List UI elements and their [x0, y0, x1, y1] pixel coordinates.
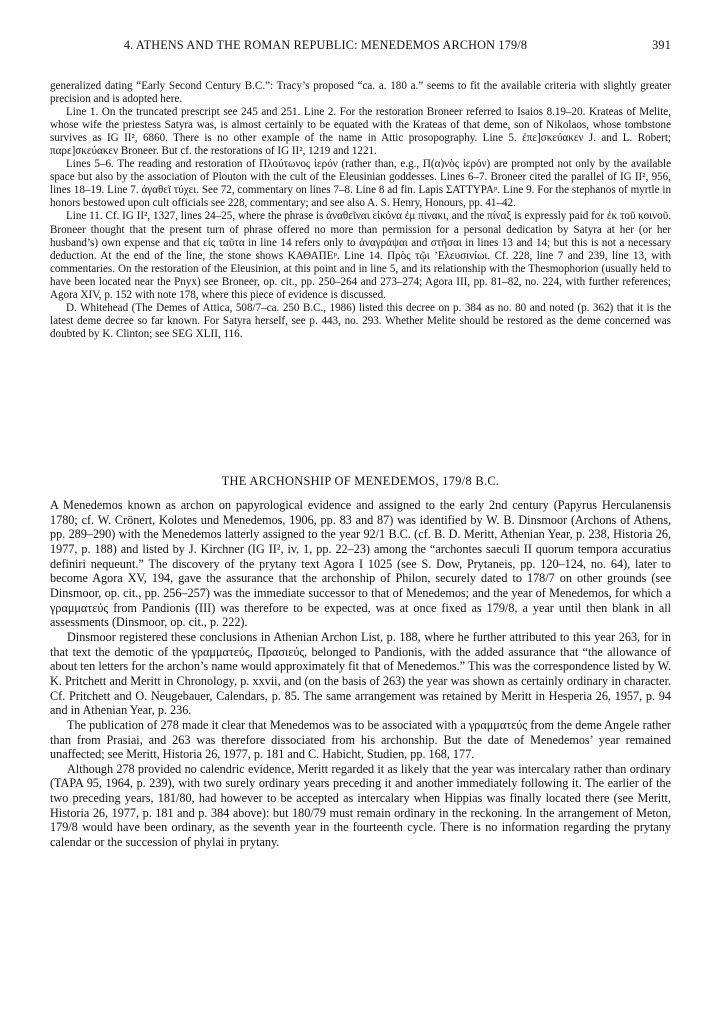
body-paragraph: Although 278 provided no calendric evidence, Meritt regarded it as likely that the year was intercalary rather than ordinary (TAPA 95, 1964, p. 239), with two surely ordinary years preceding it and another immediately following it. The earlier of the two preceding years, 181/80, had however to be accepted as intercalary when Hippias was finally located there (see Meritt, Historia 26, 1977, p. 181 and p. 384 above): but 180/79 must remain ordinary in the reckoning. In the arrangement of Meton, 179/8 would have been ordinary, as the seventh year in the fourteenth cycle. There is no information regarding the prytany calendar or the succession of phylai in prytany. — [50, 761, 671, 850]
note-paragraph: Line 11. Cf. IG II², 1327, lines 24–25, where the phrase is ἀναθεῖναι εἰκόνα ἐμ πίνακι, and the πίναξ is expressly paid for ἐκ τοῦ κοινοῦ. Broneer thought that the present turn of phrase offered no more than permission for a personal dedication by Satyra at her (or her husband’s) own expense and that εἰς ταῦτα in line 14 refers only to ἀναγράψαι and στῆσαι in lines 13 and 14; but this is not a necessary deduction. At the end of the line, the stone shows ΚΑΘΑΠΕᵖ. Line 14. Πρὸς τῷι ’Ελευσινίωι. Cf. 228, line 7 and 239, line 13, with commentaries. On the restoration of the Eleusinion, at this point and in line 5, and its relationship with the Thesmophorion (usually held to have been located near the Pnyx) see Broneer, op. cit., pp. 250–264 and 273–274; Agora III, pp. 81–82, no. 224, with further references; Agora XIV, p. 152 with note 178, where this piece of evidence is discussed. — [50, 210, 671, 301]
body-paragraph: Dinsmoor registered these conclusions in Athenian Archon List, p. 188, where he further attributed to this year 263, for in that text the demotic of the γραμματεύς, Πρασιεύς, belonged to Pandionis, with the added assurance that “the allowance of about ten letters for the archon’s name would approximately fit that of Menedemos.” This was the correspondence listed by W. K. Pritchett and Meritt in Chronology, p. xxvii, and (on the basis of 263) the year was shown as certainly ordinary in character. Cf. Pritchett and O. Neugebauer, Calendars, p. 85. The same arrangement was retained by Meritt in Hesperia 26, 1957, p. 94 and in Athenian Year, p. 236. — [50, 629, 671, 718]
section-title: THE ARCHONSHIP OF MENEDEMOS, 179/8 B.C. — [221, 474, 500, 488]
note-paragraph: generalized dating “Early Second Century B.C.”: Tracy’s proposed “ca. a. 180 a.” seems to fit the available criteria with slightly greater precision and is adopted here. — [50, 80, 671, 106]
body-paragraph: The publication of 278 made it clear that Menedemos was to be associated with a γραμματεύς from the deme Angele rather than from Prasiai, and 263 was therefore dissociated from his archonship. But the date of Menedemos’ year remained unaffected; see Meritt, Historia 26, 1977, p. 181 and C. Habicht, Studien, pp. 168, 177. — [50, 717, 671, 762]
section-body — [50, 498, 671, 850]
note-paragraph: D. Whitehead (The Demes of Attica, 508/7–ca. 250 B.C., 1986) listed this decree on p. 384 as no. 80 and noted (p. 362) that it is the latest deme decree so far known. For Satyra herself, see p. 443, no. 293. Whether Melite should be restored as the deme concerned was doubted by K. Clinton; see SEG XLII, 116. — [50, 301, 671, 340]
note-paragraph: Line 1. On the truncated prescript see 245 and 251. Line 2. For the restoration Broneer referred to Isaios 8.19–20. Krateas of Melite, whose wife the priestess Satyra was, is almost certainly to be equated with the Krateas of that deme, son of Nikolaos, whose tombstone survives as IG II², 6860. There is no other example of the name in Attic prosopography. Line 5. ἐπε]σκεύακεν J. and L. Robert; παρε]σκεύακεν Broneer. But cf. the restorations of IG II², 1219 and 1221. — [50, 106, 671, 158]
page-number: 391 — [652, 38, 671, 52]
commentary-notes — [50, 80, 671, 341]
note-paragraph: Lines 5–6. The reading and restoration of Πλούτωνος ἱερόν (rather than, e.g., Π(α)νὸς ἱερόν) are prompted not only by the available space but also by the association of Plouton with the cult of the Eleusinian goddesses. Lines 6–7. Broneer cited the parallel of IG II², 956, lines 18–19. Line 7. ἀγαθεῖ τύχει. See 72, commentary on lines 7–8. Line 8 ad fin. Lapis ΣΑΤΤΥΡΑᵖ. Line 9. For the stephanos of myrtle in honors bestowed upon cult officials see 228, commentary; and see also A. S. Henry, Honours, pp. 41–42. — [50, 158, 671, 210]
body-paragraph: A Menedemos known as archon on papyrological evidence and assigned to the early 2nd century (Papyrus Herculanensis 1780; cf. W. Crönert, Kolotes und Menedemos, 1906, pp. 83 and 87) was identified by W. B. Dinsmoor (Archons of Athens, pp. 289–290) with the Menedemos latterly assigned to the year 92/1 B.C. (cf. B. D. Meritt, Athenian Year, p. 238, Historia 26, 1977, p. 188) and listed by J. Kirchner (IG II², iv, 1, pp. 22–23) among the “archontes saeculi II quorum tempora accuratius definiri nequeunt.” The discovery of the prytany text Agora I 1025 (see S. Dow, Prytaneis, pp. 120–124, no. 64), later to become Agora XV, 194, gave the assurance that the archonship of Philon, securely dated to 178/7 on other grounds (see Dinsmoor, op. cit., pp. 256–257) was the immediate successor to that of Menedemos; and the year of Menedemos, for which a γραμματεύς from Pandionis (III) was therefore to be expected, was at once fixed as 179/8, a year until then blank in all assessments (Dinsmoor, op. cit., p. 222). — [50, 498, 671, 630]
running-title: 4. ATHENS AND THE ROMAN REPUBLIC: MENEDEMOS ARCHON 179/8 — [123, 38, 528, 52]
running-head — [50, 38, 671, 54]
